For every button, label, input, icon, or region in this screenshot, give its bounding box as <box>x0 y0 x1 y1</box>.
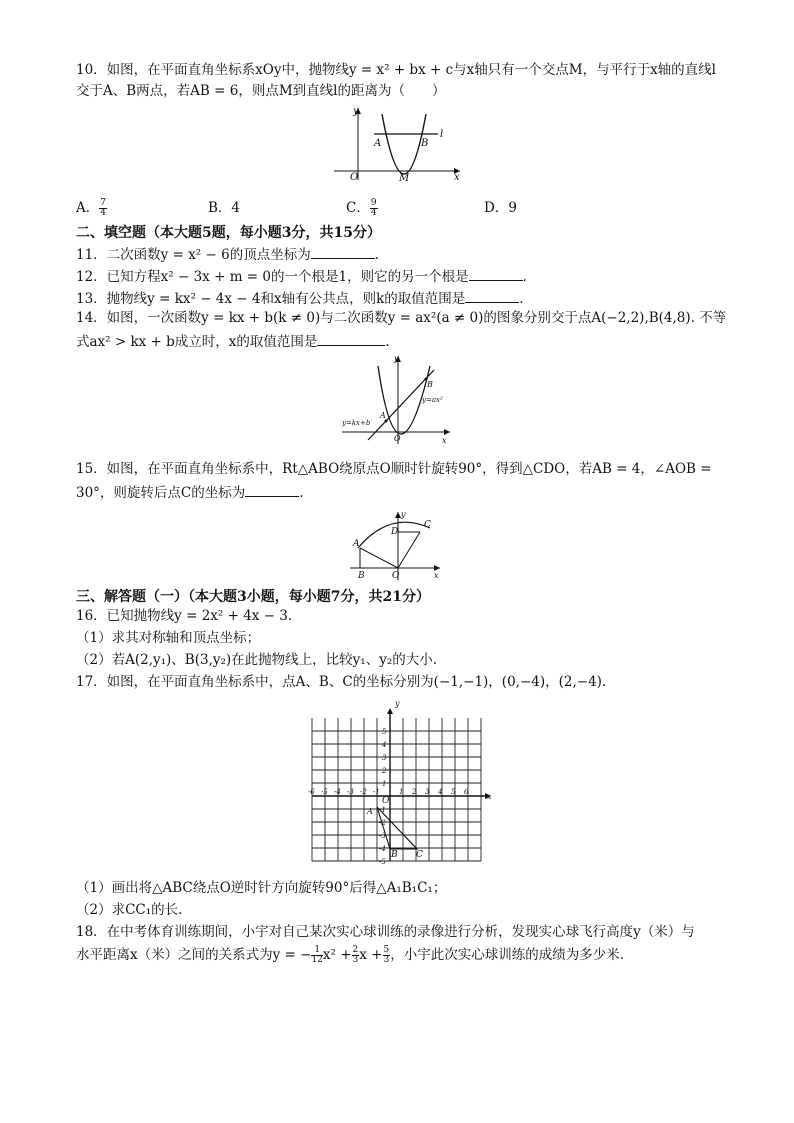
section3-title: 三、解答题（一）（本大题3小题，每小题7分，共21分） <box>76 589 430 605</box>
q14-y-label: y <box>394 354 399 363</box>
q16-stem: 16．已知抛物线y = 2x² + 4x − 3. <box>76 608 293 624</box>
q13-answer-blank[interactable] <box>465 288 519 303</box>
q15-d-label: D <box>391 527 399 537</box>
q14-a-label: A <box>380 411 386 420</box>
q11-line <box>76 244 379 264</box>
q10-option-a-num: 7 <box>100 198 106 208</box>
y-tick-label: -2 <box>379 819 386 827</box>
y-tick-label: -4 <box>379 845 386 853</box>
q10-option-c-num: 9 <box>370 198 377 208</box>
q10-option-a-label: A． <box>76 200 100 216</box>
x-tick-label: -2 <box>360 788 367 796</box>
y-tick-label: 3 <box>382 754 387 762</box>
q18-f2-num: 2 <box>352 945 359 955</box>
q10-x-label: x <box>454 172 460 182</box>
q13-text: 13．抛物线y = kx² − 4x − 4和x轴有公共点，则k的取值范围是 <box>76 291 466 307</box>
q15-a-label: A <box>353 539 360 549</box>
q11-answer-blank[interactable] <box>311 244 375 259</box>
q10-m-label: M <box>399 173 410 182</box>
q17-part1: （1）画出将△ABC绕点O逆时针方向旋转90°后得△A₁B₁C₁； <box>76 880 447 896</box>
y-tick-label: -5 <box>379 858 386 865</box>
x-tick-label: -5 <box>321 788 328 796</box>
q17-o-label: O <box>382 796 390 806</box>
q15-c-label: C <box>424 520 431 530</box>
q14-line-label: y=kx+b <box>342 419 371 427</box>
x-tick-label: -6 <box>308 788 315 796</box>
q17-a-label: A <box>367 807 373 816</box>
y-tick-label: 1 <box>382 780 387 788</box>
q14-line1: 14．如图，一次函数y = kx + b(k ≠ 0)与二次函数y = ax²(a ≠ 0)的图象分别交于点A(−2,2),B(4,8). 不等 <box>76 310 727 326</box>
y-tick-label: -3 <box>379 832 386 840</box>
q13-end: . <box>519 291 524 307</box>
q15-b-label: B <box>358 571 365 581</box>
q10-option-b: B．4 <box>208 200 241 216</box>
q12-answer-blank[interactable] <box>469 266 523 281</box>
q12-end: . <box>522 269 527 285</box>
q18-fraction-1 <box>311 946 322 965</box>
q14-end: . <box>385 334 390 350</box>
x-tick-label: 5 <box>451 788 456 796</box>
q15-x-label: x <box>434 571 439 580</box>
q17-stem: 17．如图，在平面直角坐标系中，点A、B、C的坐标分别为(−1,−1)，(0,−4)，(2,−4). <box>76 674 607 690</box>
q10-option-a-fraction <box>99 199 107 218</box>
q13-line <box>76 288 524 308</box>
q14-figure <box>336 352 460 446</box>
q18-line2 <box>76 946 624 965</box>
q17-x-label: x <box>487 792 492 801</box>
x-tick-label: -4 <box>334 788 341 796</box>
q10-option-c-fraction <box>370 199 378 218</box>
q18-f3-num: 5 <box>383 945 390 955</box>
y-tick-label: -1 <box>379 806 386 814</box>
q17-b-label: B <box>391 850 398 860</box>
x-tick-label: -1 <box>373 788 380 796</box>
q14-o-label: O <box>394 434 401 443</box>
x-tick-label: -3 <box>347 788 354 796</box>
q12-line <box>76 266 527 286</box>
q18-f1-den: 12 <box>311 955 323 965</box>
q10-o-label: O <box>350 172 359 182</box>
q18-f1-num: 1 <box>311 946 322 956</box>
q14-b-label: B <box>427 380 433 389</box>
q16-part1: （1）求其对称轴和顶点坐标； <box>76 630 261 646</box>
q15-y-label: y <box>401 510 406 519</box>
q10-option-a-den: 4 <box>100 208 106 218</box>
q18-line1: 18．在中考体育训练期间，小宇对自己某次实心球训练的录像进行分析，发现实心球飞行高度y（米）与 <box>76 924 695 940</box>
q15-line1: 15．如图，在平面直角坐标系中，Rt△ABO绕原点O顺时针旋转90°，得到△CDO，若AB = 4，∠AOB = <box>76 461 712 477</box>
q18-text-d: ，小宇此次实心球训练的成绩为多少米. <box>390 947 625 963</box>
q18-text-c: x + <box>359 947 383 963</box>
q17-y-label: y <box>395 699 400 708</box>
q15-end: . <box>299 485 304 501</box>
q10-option-d: D．9 <box>484 200 517 216</box>
q18-f2-den: 3 <box>352 955 359 965</box>
q10-line1: 10．如图，在平面直角坐标系xOy中，抛物线y = x² + bx + c与x轴只有一个交点M，与平行于x轴的直线l <box>76 62 717 78</box>
section2-title: 二、填空题（本大题5题，每小题3分，共15分） <box>76 225 381 241</box>
y-tick-label: 2 <box>382 767 387 775</box>
q17-triangle-abc <box>377 807 417 849</box>
q14-line2 <box>76 331 390 351</box>
q16-part2: （2）若A(2,y₁)、B(3,y₂)在此抛物线上，比较y₁、y₂的大小. <box>76 652 438 668</box>
q10-option-c-den: 4 <box>370 208 377 218</box>
q10-line2: 交于A、B两点，若AB = 6，则点M到直线l的距离为（ ） <box>76 83 446 99</box>
x-tick-label: 3 <box>425 788 430 796</box>
q15-line2 <box>76 482 304 502</box>
q14-text: 式ax² > kx + b成立时，x的取值范围是 <box>76 334 318 350</box>
q15-answer-blank[interactable] <box>245 482 299 497</box>
q10-figure <box>330 104 470 182</box>
q11-end: . <box>374 247 380 263</box>
q10-option-c <box>346 199 378 218</box>
q10-option-a <box>76 199 107 218</box>
q17-grid-figure <box>305 697 493 865</box>
q11-text: 11．二次函数y = x² − 6的顶点坐标为 <box>76 247 311 263</box>
q14-answer-blank[interactable] <box>317 331 385 346</box>
q10-option-c-label: C． <box>346 200 370 216</box>
q12-text: 12．已知方程x² − 3x + m = 0的一个根是1，则它的另一个根是 <box>76 269 469 285</box>
q15-text: 30°，则旋转后点C的坐标为 <box>76 485 246 501</box>
q10-b-label: B <box>421 138 429 149</box>
x-tick-label: 4 <box>438 788 443 796</box>
q18-f3-den: 3 <box>383 955 390 965</box>
q10-y-label: y <box>353 106 359 117</box>
q14-x-label: x <box>442 436 447 445</box>
y-tick-label: 5 <box>382 728 387 736</box>
q17-c-label: C <box>416 850 423 860</box>
y-axis-arrow <box>387 708 393 714</box>
q15-o-label: O <box>392 571 400 581</box>
q10-a-label: A <box>374 138 382 149</box>
q15-figure <box>346 508 446 582</box>
q14-parab-label: y=ax² <box>422 396 443 404</box>
q18-text-b: x² + <box>322 947 352 963</box>
q10-l-label: l <box>440 129 444 140</box>
q18-text-a: 水平距离x（米）之间的关系式为y = − <box>76 947 312 963</box>
y-tick-label: 4 <box>382 741 387 749</box>
x-tick-label: 2 <box>412 788 417 796</box>
x-tick-label: 1 <box>399 788 404 796</box>
q17-part2: （2）求CC₁的长. <box>76 902 183 918</box>
x-tick-label: 6 <box>464 788 469 796</box>
